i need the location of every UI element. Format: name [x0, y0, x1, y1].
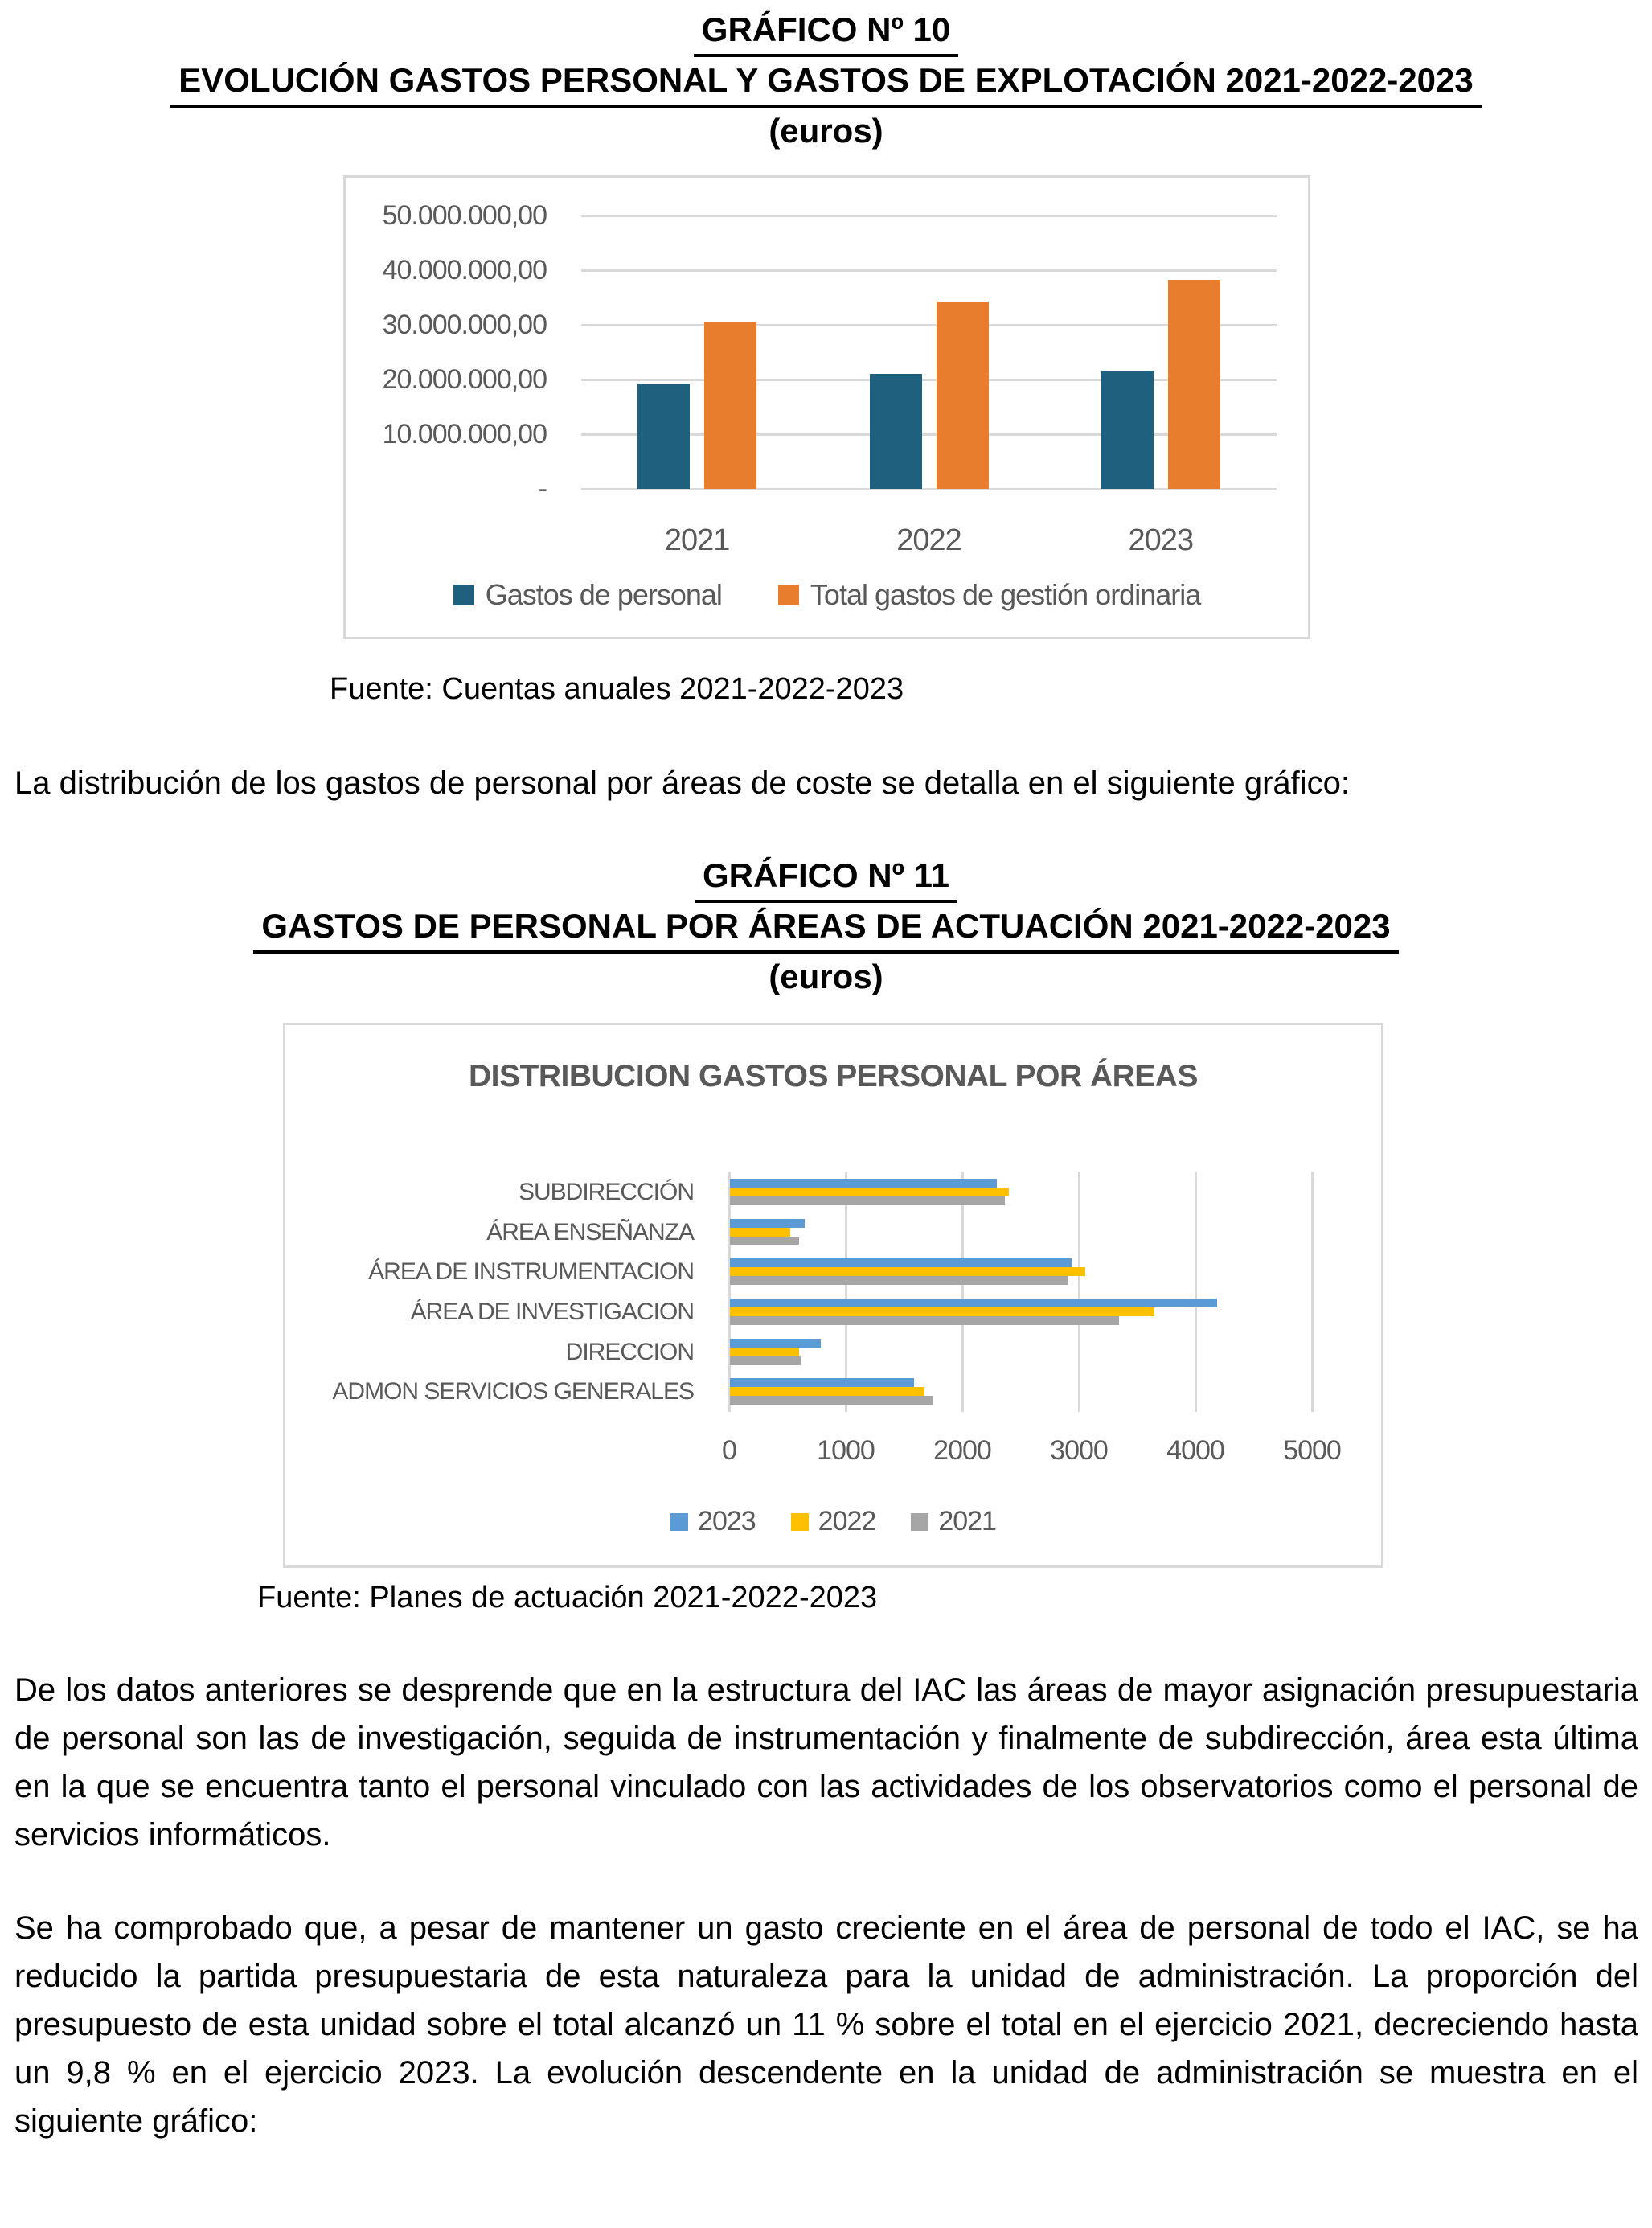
- chart-title: DISTRIBUCION GASTOS PERSONAL POR ÁREAS: [468, 1059, 1198, 1093]
- y-axis-category-label: ÁREA ENSEÑANZA: [486, 1218, 694, 1245]
- chart-11-gastos-por-areas: [283, 1023, 1383, 1568]
- y-axis-tick-label: 40.000.000,00: [382, 255, 547, 285]
- gridline-x: [1195, 1172, 1197, 1412]
- x-axis-tick-label: 1000: [817, 1435, 875, 1466]
- bar: [730, 1356, 801, 1365]
- bar: [730, 1276, 1068, 1285]
- legend-label: 2022: [818, 1506, 876, 1537]
- x-axis-tick-label: 5000: [1283, 1435, 1341, 1466]
- legend-label: Gastos de personal: [485, 578, 722, 611]
- y-axis-category-label: ÁREA DE INVESTIGACION: [410, 1299, 694, 1325]
- fuente-planes-actuacion: Fuente: Planes de actuación 2021-2022-2023: [257, 1581, 878, 1615]
- legend-swatch: [453, 585, 474, 605]
- bar: [870, 374, 922, 489]
- grafico-11-title: GRÁFICO Nº 11: [695, 852, 957, 903]
- y-axis-tick-label: 20.000.000,00: [382, 364, 547, 395]
- bar: [730, 1237, 799, 1245]
- gridline-x: [845, 1172, 847, 1412]
- intro-paragraph: La distribución de los gastos de personal por áreas de coste se detalla en el siguiente gráfico:: [14, 765, 1351, 801]
- bar: [730, 1228, 790, 1237]
- legend-swatch: [791, 1513, 809, 1531]
- bar: [730, 1267, 1085, 1276]
- legend-item: [453, 578, 722, 612]
- x-axis-category-label: 2022: [896, 523, 961, 557]
- gridline-x: [1078, 1172, 1080, 1412]
- y-axis-category-label: SUBDIRECCIÓN: [518, 1179, 694, 1205]
- x-axis-category-label: 2023: [1128, 523, 1194, 557]
- legend-swatch: [778, 585, 799, 605]
- y-axis-tick-label: 30.000.000,00: [382, 310, 547, 340]
- fuente-cuentas-anuales: Fuente: Cuentas anuales 2021-2022-2023: [330, 672, 904, 706]
- bar: [704, 322, 756, 489]
- legend-item: [791, 1506, 876, 1537]
- bar: [937, 302, 989, 489]
- paragraph-analysis-areas: De los datos anteriores se desprende que en la estructura del IAC las áreas de mayor asignación presupuestaria de personal son las de investigación, seguida de instrumentación y finalmente de subdirección, área esta última en la que se encuentra tanto el personal vinculado con las actividades de los observatorios como el personal de servicios informáticos.: [14, 1672, 1638, 1853]
- gridline-x: [961, 1172, 964, 1412]
- bar: [730, 1339, 821, 1348]
- bar: [730, 1299, 1217, 1307]
- legend: [285, 1506, 1381, 1537]
- legend-swatch: [670, 1513, 688, 1531]
- legend-label: Total gastos de gestión ordinaria: [810, 578, 1201, 611]
- bar: [730, 1396, 933, 1405]
- grafico-10-heading-line1: [0, 6, 1652, 57]
- bar: [730, 1378, 914, 1387]
- grafico-10-heading-line2: [0, 57, 1652, 108]
- x-axis-tick-label: 2000: [933, 1435, 991, 1466]
- gridline-y: [581, 269, 1277, 272]
- legend-item: [778, 578, 1200, 612]
- y-axis-category-label: DIRECCION: [565, 1338, 694, 1365]
- grafico-10-units: (euros): [769, 112, 883, 150]
- x-axis-tick-label: 0: [722, 1435, 736, 1466]
- bar: [730, 1348, 799, 1356]
- x-axis-tick-label: 3000: [1050, 1435, 1108, 1466]
- bar: [730, 1219, 805, 1228]
- grafico-11-subtitle: GASTOS DE PERSONAL POR ÁREAS DE ACTUACIÓN 2021-2022-2023: [253, 903, 1398, 954]
- bar: [730, 1316, 1119, 1325]
- bar: [637, 384, 690, 489]
- grafico-10-heading: [0, 6, 1652, 154]
- x-axis-category-label: 2021: [664, 523, 730, 557]
- bar: [730, 1179, 997, 1188]
- paragraph-analysis-administracion: Se ha comprobado que, a pesar de mantener un gasto creciente en el área de personal de todo el IAC, se ha reducido la partida presupuestaria de esta naturaleza para la unidad de administración. La proporción del presupuesto de esta unidad sobre el total alcanzó un 11 % sobre el total en el ejercicio 2021, decreciendo hasta un 9,8 % en el ejercicio 2023. La evolución descendente en la unidad de administración se muestra en el siguiente gráfico:: [14, 1910, 1638, 2139]
- y-axis-category-label: ADMON SERVICIOS GENERALES: [332, 1378, 694, 1405]
- y-axis-tick-label: 10.000.000,00: [382, 419, 547, 449]
- legend: [346, 578, 1308, 612]
- gridline-x: [728, 1172, 731, 1412]
- bar: [730, 1188, 1009, 1196]
- y-axis-category-label: ÁREA DE INSTRUMENTACION: [368, 1258, 694, 1286]
- bar: [730, 1196, 1005, 1205]
- y-axis-tick-label: -: [538, 474, 547, 504]
- legend-label: 2023: [698, 1506, 756, 1537]
- bar: [730, 1258, 1072, 1267]
- bar: [730, 1387, 924, 1396]
- grafico-11-heading: [0, 852, 1652, 999]
- bar: [1101, 371, 1154, 489]
- legend-swatch: [911, 1513, 928, 1531]
- grafico-11-heading-line1: [0, 852, 1652, 903]
- legend-item: [911, 1506, 996, 1537]
- grafico-10-subtitle: EVOLUCIÓN GASTOS PERSONAL Y GASTOS DE EXPLOTACIÓN 2021-2022-2023: [170, 57, 1482, 108]
- bar: [730, 1307, 1154, 1316]
- legend-item: [670, 1506, 756, 1537]
- bar: [1168, 280, 1220, 489]
- legend-label: 2021: [938, 1506, 996, 1537]
- y-axis-tick-label: 50.000.000,00: [382, 200, 547, 231]
- grafico-10-title: GRÁFICO Nº 10: [694, 6, 958, 57]
- gridline-x: [1311, 1172, 1314, 1412]
- x-axis-tick-label: 4000: [1166, 1435, 1224, 1466]
- grafico-11-units: (euros): [769, 958, 883, 995]
- grafico-11-heading-line2: [0, 903, 1652, 954]
- chart-10-evolucion-gastos: [343, 175, 1310, 639]
- gridline-y: [581, 215, 1277, 217]
